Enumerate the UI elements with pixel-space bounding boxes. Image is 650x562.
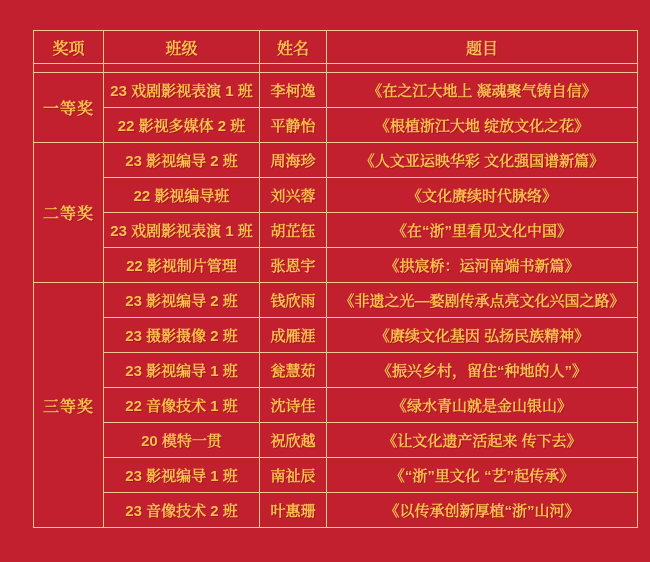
class-cell: 22 影视制片管理 <box>104 248 260 283</box>
class-cell: 22 影视编导班 <box>104 178 260 213</box>
class-cell: 22 音像技术 1 班 <box>104 388 260 423</box>
table-row <box>34 283 638 318</box>
table-row <box>34 388 638 423</box>
table-row <box>34 108 638 143</box>
header-class: 班级 <box>104 31 260 64</box>
table-row <box>34 248 638 283</box>
class-cell: 23 影视编导 1 班 <box>104 458 260 493</box>
title-cell: 《在之江大地上 凝魂聚气铸自信》 <box>327 73 638 108</box>
title-cell: 《文化赓续时代脉络》 <box>327 178 638 213</box>
award-cell-third-prize: 三等奖 <box>34 283 104 528</box>
table-row <box>34 143 638 178</box>
class-cell: 22 影视多媒体 2 班 <box>104 108 260 143</box>
name-cell: 南祉辰 <box>260 458 327 493</box>
name-cell: 祝欣越 <box>260 423 327 458</box>
class-cell: 23 摄影摄像 2 班 <box>104 318 260 353</box>
title-cell: 《以传承创新厚植“浙”山河》 <box>327 493 638 528</box>
award-cell-first-prize: 一等奖 <box>34 73 104 143</box>
header-title: 题目 <box>327 31 638 64</box>
table-row <box>34 423 638 458</box>
class-cell: 23 音像技术 2 班 <box>104 493 260 528</box>
name-cell: 刘兴蓉 <box>260 178 327 213</box>
name-cell: 周海珍 <box>260 143 327 178</box>
class-cell: 23 戏剧影视表演 1 班 <box>104 73 260 108</box>
header-row <box>34 31 638 64</box>
table-row <box>34 353 638 388</box>
table-row <box>34 493 638 528</box>
divider-cell <box>260 64 327 73</box>
title-cell: 《绿水青山就是金山银山》 <box>327 388 638 423</box>
table-row <box>34 178 638 213</box>
title-cell: 《振兴乡村，留住“种地的人”》 <box>327 353 638 388</box>
name-cell: 成雁涯 <box>260 318 327 353</box>
divider-cell <box>34 64 104 73</box>
header-award: 奖项 <box>34 31 104 64</box>
divider-cell <box>104 64 260 73</box>
name-cell: 张恩宇 <box>260 248 327 283</box>
table-row <box>34 73 638 108</box>
title-cell: 《非遗之光—婺剧传承点亮文化兴国之路》 <box>327 283 638 318</box>
class-cell: 23 影视编导 1 班 <box>104 353 260 388</box>
class-cell: 20 模特一贯 <box>104 423 260 458</box>
award-cell-second-prize: 二等奖 <box>34 143 104 283</box>
header-divider-row <box>34 64 638 73</box>
title-cell: 《在“浙”里看见文化中国》 <box>327 213 638 248</box>
title-cell: 《人文亚运映华彩 文化强国谱新篇》 <box>327 143 638 178</box>
title-cell: 《让文化遗产活起来 传下去》 <box>327 423 638 458</box>
divider-cell <box>327 64 638 73</box>
name-cell: 叶惠珊 <box>260 493 327 528</box>
name-cell: 平静怡 <box>260 108 327 143</box>
name-cell: 李柯逸 <box>260 73 327 108</box>
name-cell: 胡芷钰 <box>260 213 327 248</box>
name-cell: 钱欣雨 <box>260 283 327 318</box>
title-cell: 《拱宸桥：运河南端书新篇》 <box>327 248 638 283</box>
name-cell: 瓮慧茹 <box>260 353 327 388</box>
header-name: 姓名 <box>260 31 327 64</box>
table-row <box>34 458 638 493</box>
title-cell: 《赓续文化基因 弘扬民族精神》 <box>327 318 638 353</box>
table-row <box>34 318 638 353</box>
class-cell: 23 戏剧影视表演 1 班 <box>104 213 260 248</box>
class-cell: 23 影视编导 2 班 <box>104 143 260 178</box>
table-row <box>34 213 638 248</box>
title-cell: 《“浙”里文化 “艺”起传承》 <box>327 458 638 493</box>
awards-table <box>33 30 638 528</box>
name-cell: 沈诗佳 <box>260 388 327 423</box>
title-cell: 《根植浙江大地 绽放文化之花》 <box>327 108 638 143</box>
class-cell: 23 影视编导 2 班 <box>104 283 260 318</box>
